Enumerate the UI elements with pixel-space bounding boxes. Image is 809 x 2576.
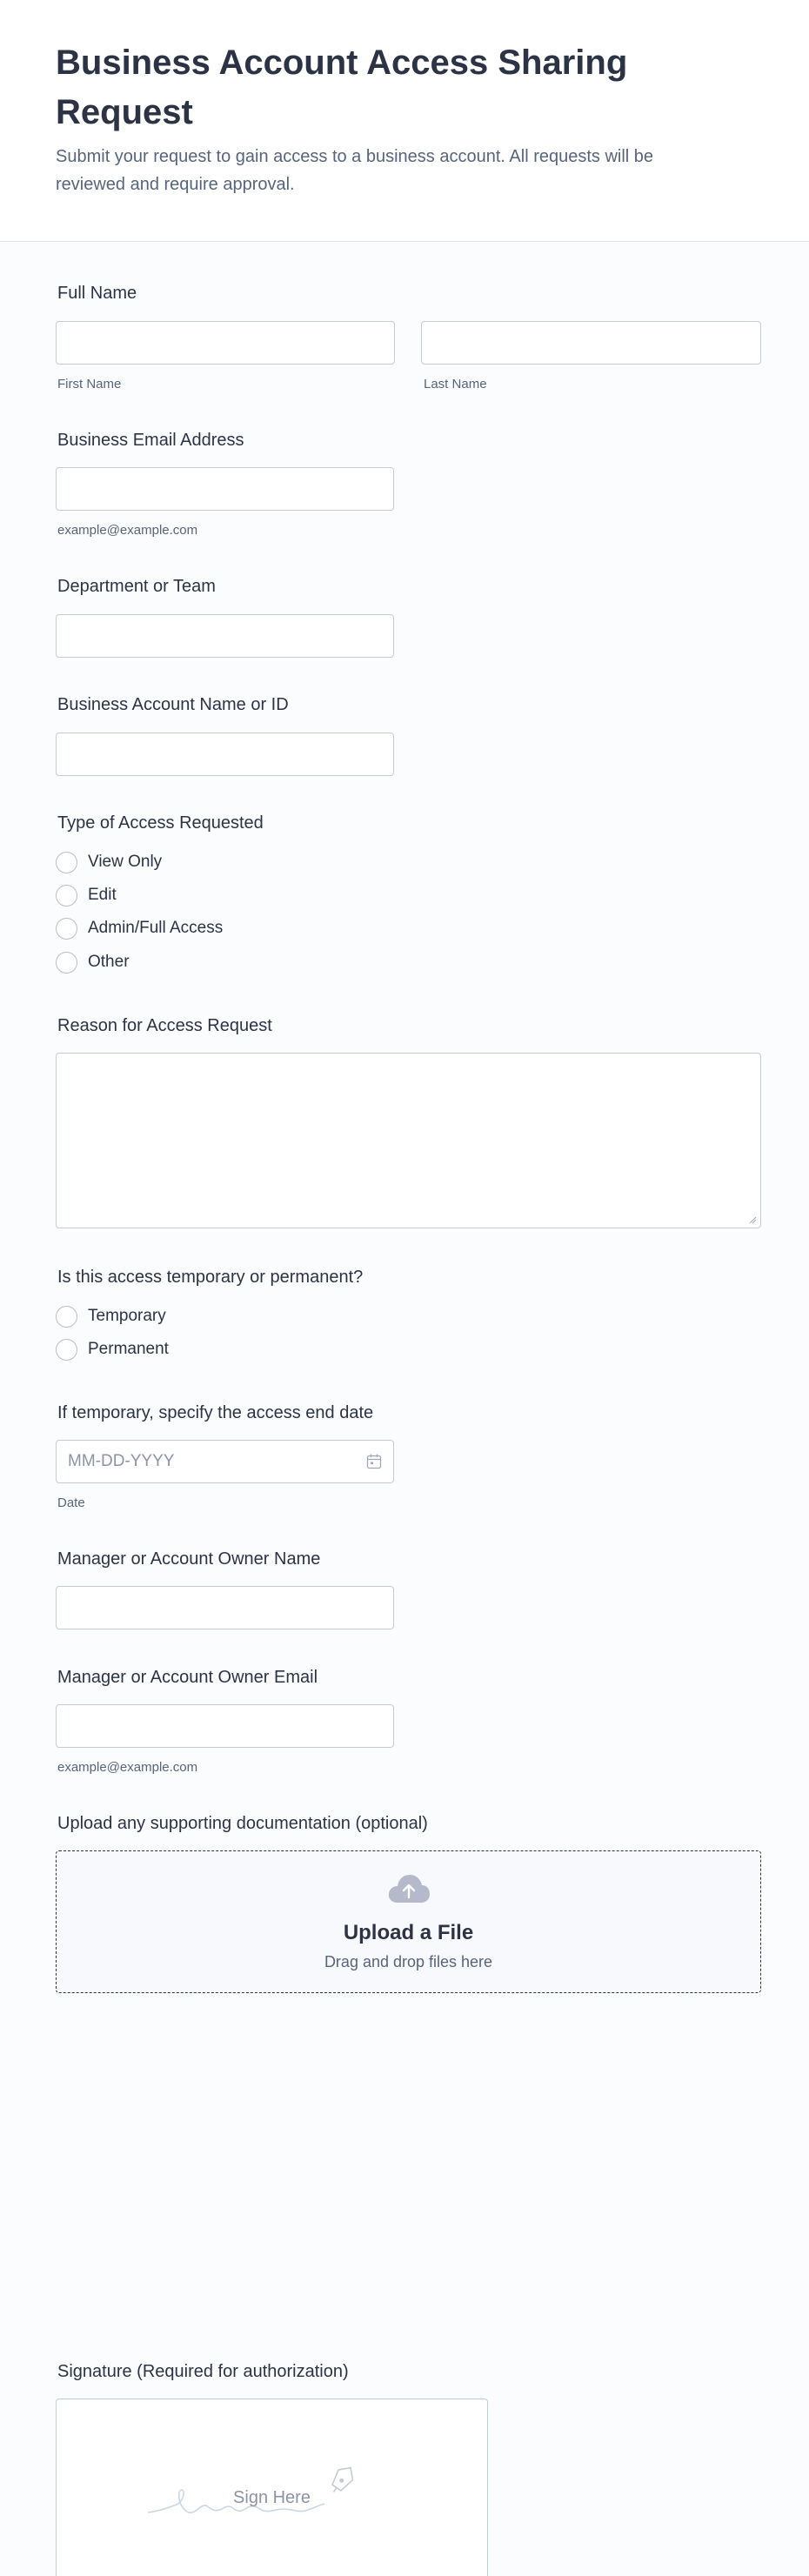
duration-label: Is this access temporary or permanent?: [57, 1268, 364, 1287]
last-name-sublabel: Last Name: [424, 377, 487, 391]
access-option-view-only[interactable]: [56, 851, 162, 873]
radio-button[interactable]: [56, 1339, 77, 1361]
radio-button[interactable]: [56, 952, 77, 974]
access-option-admin[interactable]: [56, 917, 223, 940]
manager-email-sublabel: example@example.com: [57, 1760, 198, 1775]
duration-option-permanent[interactable]: [56, 1338, 169, 1361]
access-option-edit[interactable]: [56, 884, 117, 907]
file-upload-dropzone[interactable]: [56, 1850, 761, 1993]
form-subtitle: Submit your request to gain access to a business account. All requests will be reviewed and require approval.: [56, 147, 654, 194]
department-label: Department or Team: [57, 577, 216, 596]
end-date-sublabel: Date: [57, 1495, 85, 1510]
end-date-label: If temporary, specify the access end date: [57, 1403, 374, 1422]
full-name-label: Full Name: [57, 284, 137, 303]
first-name-input[interactable]: [56, 321, 395, 365]
signature-label: Signature (Required for authorization): [57, 2362, 349, 2381]
email-label: Business Email Address: [57, 431, 244, 450]
upload-label: Upload any supporting documentation (optional): [57, 1814, 428, 1833]
last-name-input[interactable]: [421, 321, 761, 365]
signature-pad[interactable]: [56, 2399, 488, 2576]
first-name-sublabel: First Name: [57, 377, 122, 391]
account-name-input[interactable]: [56, 733, 394, 776]
radio-label: Permanent: [88, 1340, 169, 1358]
upload-subtitle: Drag and drop files here: [324, 1953, 493, 1970]
reason-textarea[interactable]: [56, 1053, 761, 1228]
date-placeholder: MM-DD-YYYY: [68, 1452, 175, 1470]
cloud-upload-icon: [387, 1872, 431, 1905]
email-input[interactable]: [56, 467, 394, 511]
radio-label: Admin/Full Access: [88, 919, 224, 937]
radio-label: Other: [88, 953, 130, 971]
radio-button[interactable]: [56, 885, 77, 907]
radio-button[interactable]: [56, 852, 77, 873]
access-option-other[interactable]: [56, 951, 130, 974]
form-header: [0, 0, 809, 242]
account-name-label: Business Account Name or ID: [57, 695, 289, 714]
radio-button[interactable]: [56, 1306, 77, 1328]
manager-name-label: Manager or Account Owner Name: [57, 1549, 321, 1569]
calendar-icon[interactable]: [365, 1453, 383, 1470]
upload-title: Upload a File: [343, 1921, 474, 1944]
radio-button[interactable]: [56, 918, 77, 940]
duration-option-temporary[interactable]: [56, 1305, 166, 1328]
manager-email-input[interactable]: [56, 1704, 394, 1748]
resize-handle-icon[interactable]: [748, 1215, 757, 1224]
department-input[interactable]: [56, 614, 394, 658]
signature-placeholder: Sign Here: [233, 2488, 311, 2507]
end-date-input[interactable]: [56, 1440, 394, 1483]
radio-label: Temporary: [88, 1307, 166, 1325]
manager-email-label: Manager or Account Owner Email: [57, 1668, 318, 1687]
form-title: Business Account Access Sharing Request: [56, 43, 628, 131]
access-type-label: Type of Access Requested: [57, 813, 264, 833]
radio-label: View Only: [88, 853, 163, 871]
reason-label: Reason for Access Request: [57, 1016, 272, 1035]
radio-label: Edit: [88, 886, 117, 904]
email-sublabel: example@example.com: [57, 523, 198, 538]
manager-name-input[interactable]: [56, 1586, 394, 1629]
